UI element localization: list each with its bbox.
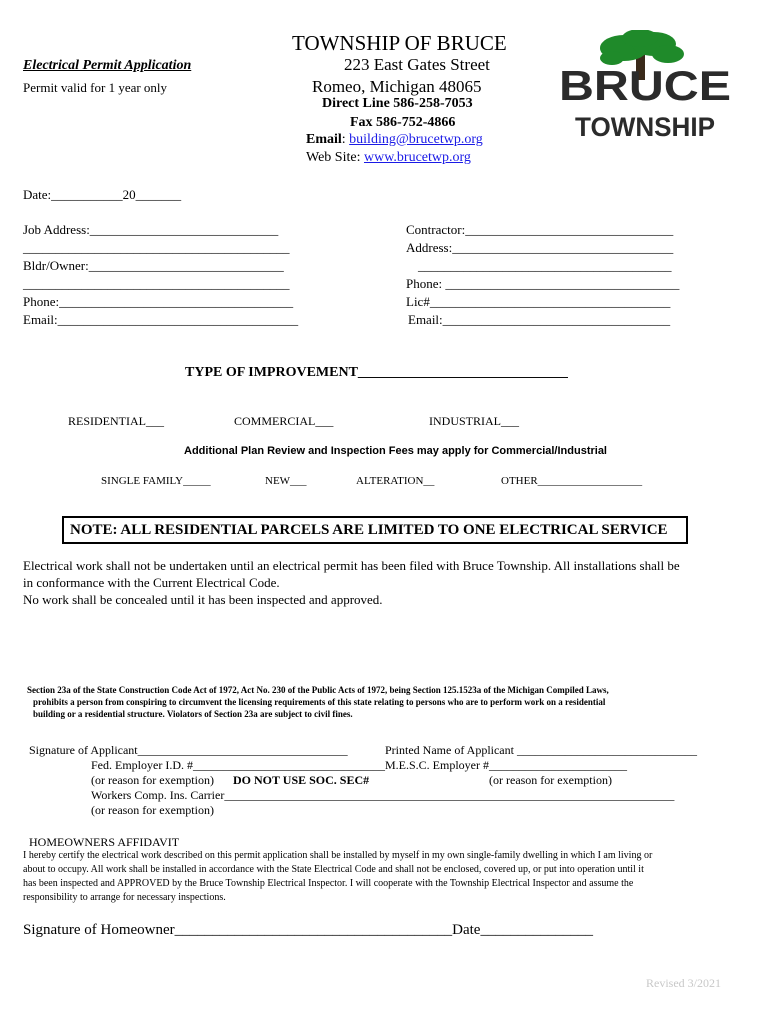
city-address: Romeo, Michigan 48065 [312, 77, 482, 96]
phone-field[interactable]: Phone:____________________________________ [23, 294, 294, 309]
fax-number: Fax 586-752-4866 [350, 115, 456, 130]
alteration-option[interactable]: ALTERATION__ [356, 475, 435, 487]
improvement-title: TYPE OF IMPROVEMENT______________________________ [185, 365, 568, 380]
affidavit-line-4: responsibility to arrange for necessary inspections. [23, 892, 226, 903]
website-label: Web Site: [306, 150, 364, 165]
contractor-field[interactable]: Contractor:________________________________ [406, 222, 674, 237]
owner-field[interactable]: Bldr/Owner:______________________________ [23, 258, 284, 273]
job-address-line2[interactable]: _________________________________________ [23, 240, 290, 255]
owner-line2[interactable]: _________________________________________ [23, 276, 290, 291]
license-field[interactable]: Lic#_____________________________________ [406, 294, 671, 309]
residential-service-note: NOTE: ALL RESIDENTIAL PARCELS ARE LIMITED TO ONE ELECTRICAL SERVICE [62, 516, 688, 544]
contractor-email-field[interactable]: Email:___________________________________ [408, 312, 671, 327]
revision-date: Revised 3/2021 [646, 976, 721, 990]
contractor-phone-field[interactable]: Phone: ____________________________________ [406, 276, 680, 291]
applicant-signature-field[interactable]: Signature of Applicant___________________________________ [29, 743, 348, 757]
email-label: Email [306, 132, 342, 147]
direct-line: Direct Line 586-258-7053 [322, 96, 473, 111]
logo-word-township: TOWNSHIP [575, 112, 715, 142]
industrial-option[interactable]: INDUSTRIAL___ [429, 414, 519, 428]
bruce-township-logo [556, 30, 734, 148]
other-option[interactable]: OTHER___________________ [501, 475, 643, 487]
logo-word-bruce: BRUCE [559, 62, 731, 109]
new-option[interactable]: NEW___ [265, 475, 307, 487]
form-title: Electrical Permit Application [23, 58, 192, 73]
date-field[interactable]: Date:___________20_______ [23, 187, 182, 202]
email-field[interactable]: Email:_____________________________________ [23, 312, 299, 327]
affidavit-line-2: about to occupy. All work shall be installed in accordance with the State Electrical Code and shall not be enclosed, covered up, or put into operation until it [23, 864, 644, 875]
legal-line-2: prohibits a person from conspiring to circumvent the licensing requirements of this state relating to persons who are to perform work on a residential [33, 697, 606, 707]
body-line-1: Electrical work shall not be undertaken until an electrical permit has been filed with Bruce Township. All installations shall be [23, 558, 680, 573]
township-title: TOWNSHIP OF BRUCE [292, 31, 507, 55]
website-line [306, 150, 471, 166]
do-not-use-ssn: DO NOT USE SOC. SEC# [233, 773, 370, 787]
legal-line-1: Section 23a of the State Construction Code Act of 1972, Act No. 230 of the Public Acts of 1972, being Section 125.1523a of the Michigan Compiled Laws, [27, 685, 609, 695]
contractor-address-field[interactable]: Address:__________________________________ [406, 240, 674, 255]
affidavit-line-1: I hereby certify the electrical work described on this permit application shall be installed by myself in my own single-family dwelling in which I am living or [23, 850, 653, 861]
legal-line-3: building or a residential structure. Violators of Section 23a are subject to civil fines. [33, 709, 353, 719]
contractor-address-line2[interactable]: _______________________________________ [418, 258, 672, 273]
affidavit-title: HOMEOWNERS AFFIDAVIT [29, 835, 180, 849]
body-line-3: No work shall be concealed until it has been inspected and approved. [23, 592, 383, 607]
body-line-2: in conformance with the Current Electrical Code. [23, 575, 280, 590]
single-family-option[interactable]: SINGLE FAMILY_____ [101, 475, 211, 487]
email-separator: : [341, 132, 350, 147]
exemption-note-1: (or reason for exemption) [91, 773, 214, 787]
job-address-field[interactable]: Job Address:_____________________________ [23, 222, 279, 237]
employer-id-field[interactable]: Fed. Employer I.D. #________________________________M.E.S.C. Employer #_______________________ [91, 758, 627, 772]
printed-name-field[interactable]: Printed Name of Applicant ______________________________ [385, 743, 697, 757]
email-line [306, 132, 483, 148]
affidavit-line-3: has been inspected and APPROVED by the Bruce Township Electrical Inspector. I will cooperate with the Township Electrical Inspector and assume the [23, 878, 634, 889]
website-link[interactable]: www.brucetwp.org [363, 150, 471, 165]
commercial-option[interactable]: COMMERCIAL___ [234, 414, 334, 428]
residential-option[interactable]: RESIDENTIAL___ [68, 414, 164, 428]
validity-note: Permit valid for 1 year only [23, 80, 168, 95]
homeowner-signature-field[interactable]: Signature of Homeowner_____________________________________Date_______________ [23, 922, 593, 938]
street-address: 223 East Gates Street [344, 55, 490, 74]
exemption-note-3: (or reason for exemption) [91, 803, 214, 817]
fees-note: Additional Plan Review and Inspection Fees may apply for Commercial/Industrial [184, 445, 607, 457]
workers-comp-field[interactable]: Workers Comp. Ins. Carrier___________________________________________________________________________ [91, 788, 675, 802]
email-link[interactable]: building@brucetwp.org [349, 132, 483, 147]
exemption-note-2: (or reason for exemption) [489, 773, 612, 787]
